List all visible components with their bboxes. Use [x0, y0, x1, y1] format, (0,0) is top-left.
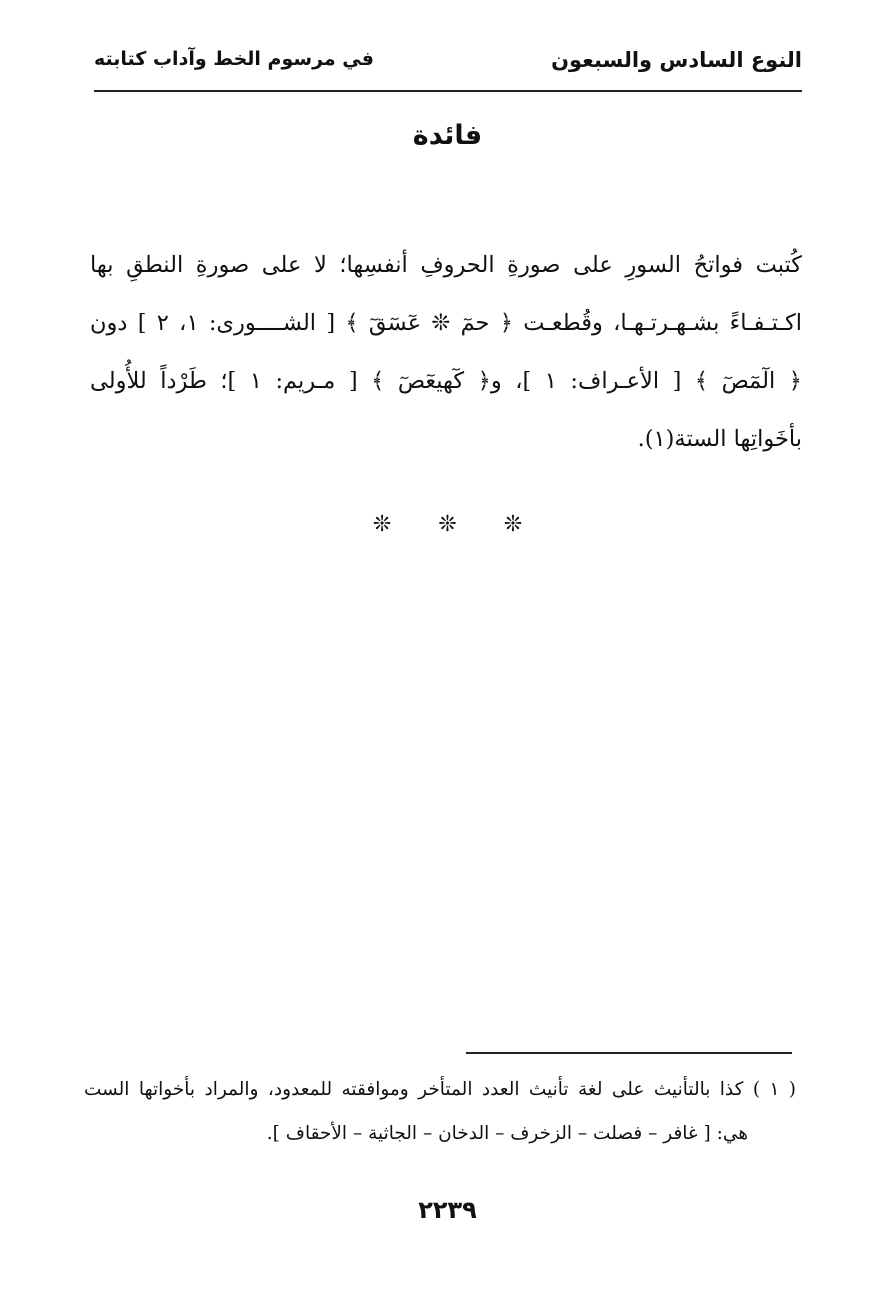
body-line: كُتبت فواتحُ السورِ على صورةِ الحروفِ أنفسِها؛ لا على صورةِ النطقِ بها	[90, 252, 802, 278]
header-rule	[94, 90, 802, 92]
chapter-subtitle: في مرسوم الخط وآداب كتابته	[94, 48, 374, 70]
footnote	[84, 1068, 796, 1156]
section-title: فائدة	[412, 120, 483, 151]
page-number: ٢٢٣٩	[418, 1196, 477, 1224]
body-line: بأخَواتِها الستة(١).	[637, 426, 802, 452]
asterisk-ornament-icon: ❊	[438, 512, 457, 537]
asterisk-ornament-icon: ❊	[372, 512, 392, 537]
body-paragraph	[90, 236, 802, 468]
asterisk-ornament-icon: ❊	[503, 512, 523, 537]
body-line: اكـتـفـاءً بشـهـرتـهـا، وقُطعـت ﴿ حمٓ ❊ عٓسٓقٓ ﴾ [ الشــــورى: ١، ٢ ] دون	[90, 310, 803, 336]
section-separator	[0, 512, 895, 537]
footnote-line: ( ١ ) كذا بالتأنيث على لغة تأنيث العدد المتأخر وموافقته للمعدود، والمراد بأخواتها الست	[84, 1079, 796, 1100]
footnote-rule	[466, 1052, 792, 1054]
chapter-title: النوع السادس والسبعون	[551, 48, 802, 72]
running-head	[94, 40, 802, 84]
footnote-line: هي: [ غافر – فصلت – الزخرف – الدخان – الجاثية – الأحقاف ].	[266, 1123, 748, 1144]
body-line: ﴿ الٓمٓصٓ ﴾ [ الأعـراف: ١ ]، و﴿ كٓهيعٓصٓ ﴾ [ مـريم: ١ ]؛ طَرْداً للأُولى	[90, 368, 802, 394]
